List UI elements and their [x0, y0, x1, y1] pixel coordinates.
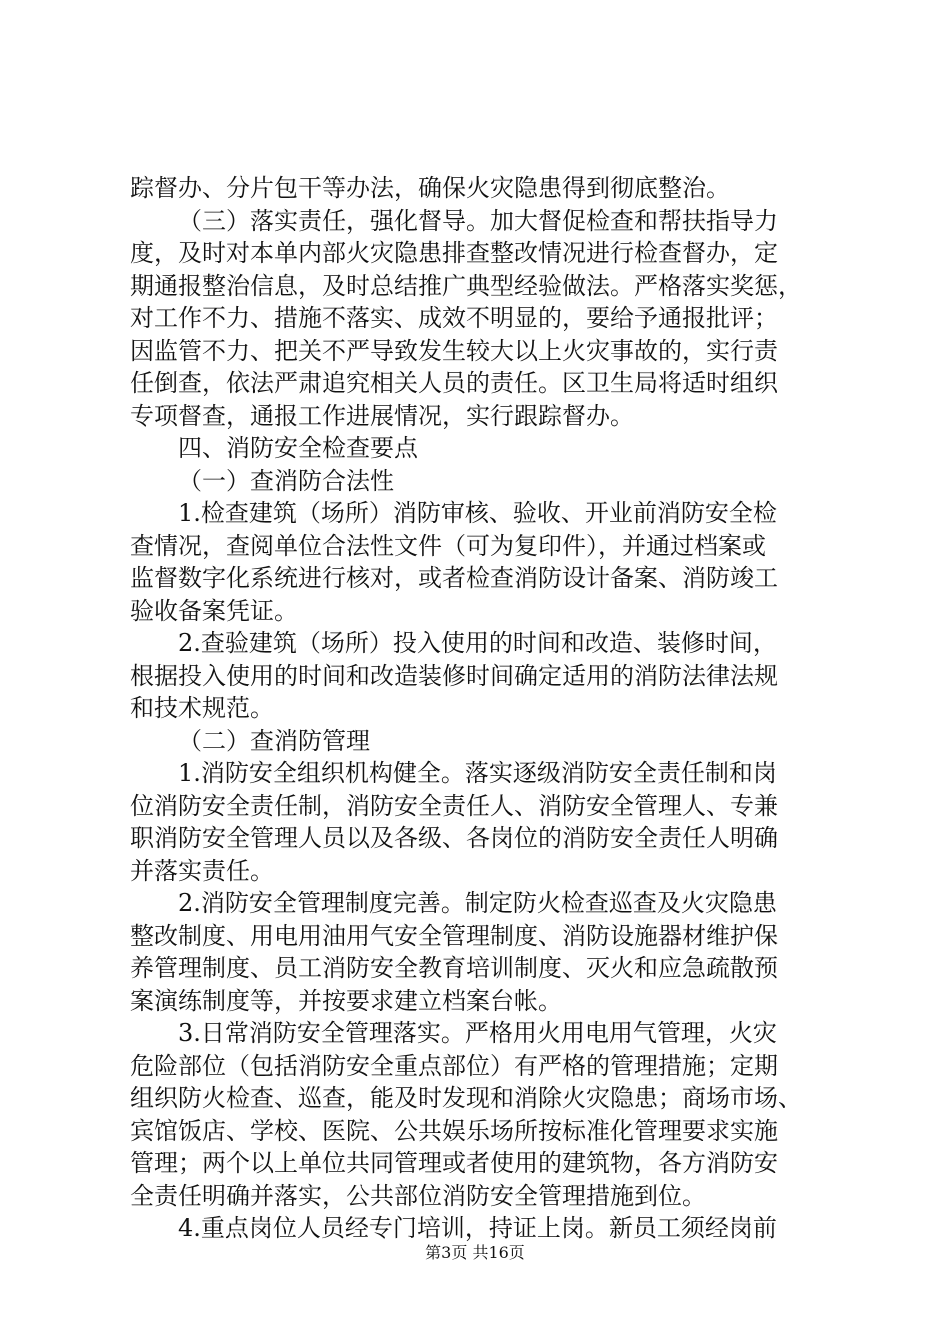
- text-line: 2.查验建筑（场所）投入使用的时间和改造、装修时间，: [178, 629, 777, 657]
- text-line: 四、消防安全检查要点: [178, 434, 418, 462]
- text-line: 因监管不力、把关不严导致发生较大以上火灾事故的，实行责: [130, 336, 778, 365]
- text-line: 宾馆饭店、学校、医院、公共娱乐场所按标准化管理要求实施: [130, 1116, 778, 1145]
- document-body: [130, 172, 850, 1245]
- text-line: 案演练制度等，并按要求建立档案台帐。: [130, 986, 562, 1015]
- text-line: 验收备案凭证。: [130, 596, 298, 625]
- text-line: 2.消防安全管理制度完善。制定防火检查巡查及火灾隐患: [178, 889, 777, 917]
- text-line: 危险部位（包括消防安全重点部位）有严格的管理措施；定期: [130, 1051, 778, 1080]
- text-line: 4.重点岗位人员经专门培训，持证上岗。新员工须经岗前: [178, 1214, 777, 1242]
- text-line: 职消防安全管理人员以及各级、各岗位的消防安全责任人明确: [130, 824, 778, 852]
- text-line: 期通报整治信息，及时总结推广典型经验做法。严格落实奖惩，: [130, 271, 802, 300]
- text-line: 3.日常消防安全管理落实。严格用火用电用气管理，火灾: [178, 1019, 777, 1047]
- text-line: 并落实责任。: [130, 856, 274, 885]
- text-line: 对工作不力、措施不落实、成效不明显的，要给予通报批评；: [130, 304, 778, 332]
- text-line: 位消防安全责任制，消防安全责任人、消防安全管理人、专兼: [130, 791, 778, 820]
- text-line: 全责任明确并落实，公共部位消防安全管理措施到位。: [130, 1181, 706, 1210]
- text-line: 踪督办、分片包干等办法，确保火灾隐患得到彻底整治。: [130, 174, 730, 202]
- text-line: （三）落实责任，强化督导。加大督促检查和帮扶指导力: [178, 206, 778, 235]
- text-line: 查情况，查阅单位合法性文件（可为复印件），并通过档案或: [130, 531, 766, 560]
- text-line: 1.消防安全组织机构健全。落实逐级消防安全责任制和岗: [178, 759, 777, 787]
- text-line: 和技术规范。: [130, 694, 274, 722]
- text-line: 根据投入使用的时间和改造装修时间确定适用的消防法律法规: [130, 661, 778, 690]
- text-line: 组织防火检查、巡查，能及时发现和消除火灾隐患；商场市场、: [130, 1084, 802, 1112]
- page-footer: 第3页 共16页: [425, 1243, 525, 1262]
- text-line: （一）查消防合法性: [178, 466, 394, 495]
- text-line: 专项督查，通报工作进展情况，实行跟踪督办。: [130, 401, 634, 430]
- text-line: 管理；两个以上单位共同管理或者使用的建筑物，各方消防安: [130, 1149, 778, 1177]
- text-line: 度，及时对本单内部火灾隐患排查整改情况进行检查督办，定: [130, 239, 778, 267]
- text-line: （二）查消防管理: [178, 726, 370, 755]
- text-line: 1.检查建筑（场所）消防审核、验收、开业前消防安全检: [178, 499, 777, 527]
- text-line: 任倒查，依法严肃追究相关人员的责任。区卫生局将适时组织: [130, 369, 778, 397]
- text-line: 养管理制度、员工消防安全教育培训制度、灭火和应急疏散预: [130, 954, 778, 982]
- text-line: 监督数字化系统进行核对，或者检查消防设计备案、消防竣工: [130, 564, 778, 592]
- text-line: 整改制度、用电用油用气安全管理制度、消防设施器材维护保: [130, 921, 778, 950]
